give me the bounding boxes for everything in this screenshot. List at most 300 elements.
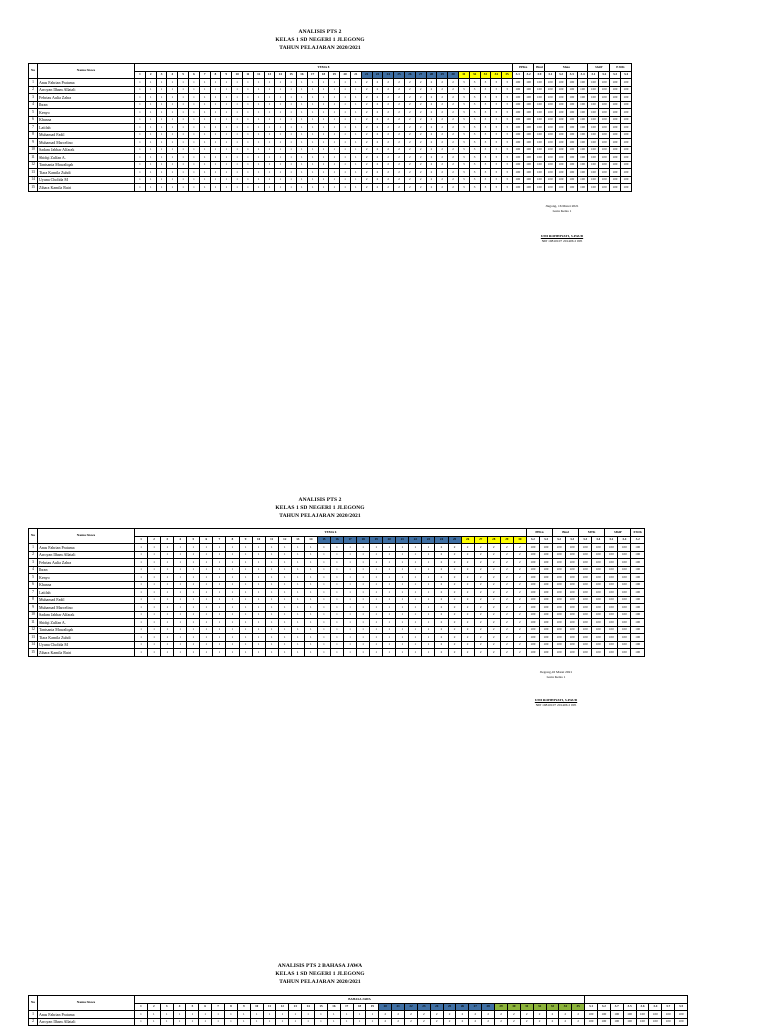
item-score: 2 (443, 1011, 456, 1019)
item-score: 1 (350, 184, 361, 192)
item-number-header: 35 (502, 71, 513, 79)
item-number-header: 14 (275, 71, 286, 79)
item-score: 3 (480, 146, 491, 154)
item-score: 1 (167, 146, 178, 154)
kd-score: 100 (620, 169, 631, 177)
table-row (29, 581, 645, 589)
item-score: 1 (226, 634, 239, 642)
item-score: 1 (199, 94, 210, 102)
teacher-nip: NIP 19810107 201406 2 005 (535, 703, 577, 707)
item-score: 1 (135, 604, 148, 612)
item-score: 1 (187, 611, 200, 619)
item-score: 1 (307, 176, 318, 184)
item-score: 1 (278, 581, 291, 589)
item-score: 1 (174, 596, 187, 604)
item-score: 2 (448, 581, 461, 589)
item-score: 1 (318, 86, 329, 94)
item-score: 1 (188, 109, 199, 117)
kd-header: 3.1 (585, 1003, 598, 1011)
kd-score: 100 (566, 551, 579, 559)
item-score: 1 (350, 161, 361, 169)
item-score: 1 (135, 581, 148, 589)
kd-score: 100 (577, 124, 588, 132)
item-score: 2 (415, 139, 426, 147)
kd-score: 100 (539, 589, 552, 597)
item-score: 1 (340, 1018, 353, 1026)
item-score: 1 (232, 169, 243, 177)
item-score: 1 (145, 169, 156, 177)
item-score: 1 (239, 551, 252, 559)
item-score: 1 (199, 124, 210, 132)
item-score: 1 (318, 154, 329, 162)
item-score: 2 (513, 619, 526, 627)
item-score: 1 (199, 86, 210, 94)
item-score: 2 (474, 589, 487, 597)
item-score: 1 (167, 116, 178, 124)
item-score: 1 (178, 131, 189, 139)
item-score: 1 (187, 574, 200, 582)
item-score: 1 (148, 604, 161, 612)
item-score: 1 (221, 101, 232, 109)
item-score: 1 (174, 566, 187, 574)
item-score: 1 (329, 86, 340, 94)
item-score: 2 (448, 574, 461, 582)
kd-score: 100 (512, 176, 523, 184)
item-score: 1 (135, 589, 148, 597)
item-score: 1 (422, 649, 435, 657)
kd-score: 100 (588, 139, 599, 147)
kd-score: 100 (599, 116, 610, 124)
kd-score: 100 (523, 109, 534, 117)
kd-header: 3.3 (566, 71, 577, 79)
item-score: 1 (210, 109, 221, 117)
item-score: 1 (275, 169, 286, 177)
item-score: 3 (469, 169, 480, 177)
item-score: 2 (435, 581, 448, 589)
item-score: 2 (474, 611, 487, 619)
kd-score: 100 (526, 641, 539, 649)
table-row (29, 86, 632, 94)
row-number: 5 (29, 109, 38, 117)
kd-score: 100 (556, 176, 567, 184)
kd-score: 100 (605, 596, 618, 604)
item-score: 1 (340, 169, 351, 177)
item-score: 2 (435, 619, 448, 627)
item-score: 2 (448, 86, 459, 94)
kd-score: 100 (620, 79, 631, 87)
item-number-header: 16 (296, 71, 307, 79)
sheet-1-school: KELAS 1 SD NEGERI 1 JLEGONG (275, 37, 365, 43)
item-score: 1 (366, 1018, 379, 1026)
kd-score: 100 (523, 139, 534, 147)
kd-score: 100 (599, 146, 610, 154)
item-score: 2 (448, 139, 459, 147)
item-number-header: 26 (456, 1003, 469, 1011)
item-score: 2 (513, 589, 526, 597)
item-score: 1 (344, 559, 357, 567)
item-score: 1 (307, 169, 318, 177)
item-score: 2 (437, 79, 448, 87)
item-score: 1 (278, 574, 291, 582)
item-score: 1 (296, 131, 307, 139)
item-number-header: 30 (507, 1003, 520, 1011)
kd-score: 100 (539, 649, 552, 657)
kd-score: 100 (566, 86, 577, 94)
item-score: 1 (286, 161, 297, 169)
item-score: 1 (422, 611, 435, 619)
row-number: 8 (29, 131, 38, 139)
item-number-header: 13 (289, 1003, 302, 1011)
item-score: 1 (307, 139, 318, 147)
item-score: 1 (409, 619, 422, 627)
item-score: 1 (396, 574, 409, 582)
item-score: 1 (210, 176, 221, 184)
item-score: 2 (426, 94, 437, 102)
item-score: 1 (161, 634, 174, 642)
kd-score: 100 (605, 574, 618, 582)
student-name: Muhamad Marcelino (38, 139, 135, 147)
item-score: 1 (383, 604, 396, 612)
item-score: 1 (145, 86, 156, 94)
item-score: 1 (344, 626, 357, 634)
item-score: 1 (178, 161, 189, 169)
item-score: 1 (145, 184, 156, 192)
kd-score: 100 (539, 634, 552, 642)
item-score: 1 (156, 86, 167, 94)
item-score: 2 (435, 544, 448, 552)
kd-score: 100 (675, 1011, 688, 1019)
item-score: 1 (253, 109, 264, 117)
item-score: 2 (383, 101, 394, 109)
kd-header: 3.1 (588, 71, 599, 79)
item-score: 1 (286, 184, 297, 192)
item-score: 2 (448, 176, 459, 184)
item-number-header: 15 (317, 536, 330, 544)
item-score: 1 (242, 146, 253, 154)
item-score: 1 (383, 649, 396, 657)
item-score: 1 (145, 161, 156, 169)
item-score: 1 (330, 596, 343, 604)
item-score: 1 (242, 131, 253, 139)
kd-score: 100 (539, 641, 552, 649)
item-score: 1 (265, 559, 278, 567)
item-score: 1 (344, 611, 357, 619)
item-score: 1 (135, 184, 146, 192)
item-score: 1 (253, 124, 264, 132)
item-score: 1 (304, 581, 317, 589)
item-number-header: 7 (212, 1003, 225, 1011)
item-score: 1 (188, 184, 199, 192)
item-score: 1 (278, 649, 291, 657)
item-score: 1 (318, 146, 329, 154)
kd-score: 100 (539, 551, 552, 559)
item-score: 1 (200, 649, 213, 657)
kd-score: 100 (512, 154, 523, 162)
kd-score: 100 (588, 146, 599, 154)
item-score: 1 (135, 649, 148, 657)
item-score: 1 (160, 1011, 173, 1019)
item-number-header: 18 (357, 536, 370, 544)
item-score: 1 (329, 101, 340, 109)
item-score: 1 (232, 94, 243, 102)
item-score: 1 (221, 94, 232, 102)
item-score: 2 (448, 604, 461, 612)
item-score: 1 (135, 154, 146, 162)
item-score: 1 (344, 574, 357, 582)
item-score: 2 (361, 124, 372, 132)
item-score: 1 (278, 559, 291, 567)
table-row (29, 184, 632, 192)
item-score: 1 (275, 139, 286, 147)
kd-score: 100 (577, 161, 588, 169)
item-score: 1 (357, 611, 370, 619)
item-score: 2 (383, 131, 394, 139)
item-score: 1 (422, 551, 435, 559)
kd-score: 100 (545, 79, 556, 87)
item-score: 2 (415, 101, 426, 109)
item-score: 2 (487, 626, 500, 634)
kd-score: 100 (662, 1011, 675, 1019)
item-score: 1 (232, 101, 243, 109)
item-score: 1 (239, 596, 252, 604)
item-score: 1 (178, 176, 189, 184)
item-score: 1 (275, 154, 286, 162)
item-score: 1 (167, 139, 178, 147)
item-score: 1 (350, 176, 361, 184)
kd-score: 100 (610, 79, 621, 87)
kd-score: 100 (618, 544, 631, 552)
item-score: 3 (491, 79, 502, 87)
item-score: 3 (458, 146, 469, 154)
item-score: 1 (167, 154, 178, 162)
item-score: 2 (487, 641, 500, 649)
item-score: 1 (200, 589, 213, 597)
item-score: 2 (448, 589, 461, 597)
row-number: 1 (29, 544, 38, 552)
item-score: 2 (415, 79, 426, 87)
item-score: 1 (252, 649, 265, 657)
kd-score: 100 (631, 626, 645, 634)
item-score: 2 (430, 1018, 443, 1026)
kd-score: 100 (592, 641, 605, 649)
item-score: 1 (232, 109, 243, 117)
item-score: 1 (232, 161, 243, 169)
item-score: 1 (304, 619, 317, 627)
item-number-header: 27 (415, 71, 426, 79)
item-score: 3 (491, 101, 502, 109)
item-score: 1 (329, 139, 340, 147)
item-score: 1 (232, 146, 243, 154)
kd-score: 100 (597, 1011, 610, 1019)
kd-score: 100 (526, 634, 539, 642)
kd-score: 100 (512, 86, 523, 94)
item-score: 2 (500, 604, 513, 612)
item-score: 1 (242, 116, 253, 124)
item-score: 3 (491, 116, 502, 124)
kd-score: 100 (523, 131, 534, 139)
item-score: 1 (409, 626, 422, 634)
item-score: 2 (383, 169, 394, 177)
kd-score: 100 (631, 559, 645, 567)
kd-score: 100 (539, 581, 552, 589)
item-number-header: 21 (392, 1003, 405, 1011)
item-score: 1 (174, 574, 187, 582)
table-row (29, 559, 645, 567)
kd-score: 100 (566, 154, 577, 162)
item-score: 2 (394, 176, 405, 184)
item-score: 1 (135, 79, 146, 87)
kd-score: 100 (599, 124, 610, 132)
table-row (29, 146, 632, 154)
item-score: 1 (264, 79, 275, 87)
item-score: 2 (474, 641, 487, 649)
kd-score: 100 (599, 86, 610, 94)
teacher-role: Guru Kelas 1 (552, 209, 572, 213)
item-score: 2 (405, 1018, 418, 1026)
item-score: 3 (480, 131, 491, 139)
kd-score: 100 (566, 634, 579, 642)
kd-score: 100 (579, 566, 592, 574)
item-score: 1 (174, 604, 187, 612)
item-score: 1 (148, 559, 161, 567)
item-score: 1 (167, 124, 178, 132)
item-score: 1 (265, 634, 278, 642)
item-score: 1 (286, 176, 297, 184)
item-score: 1 (344, 566, 357, 574)
table-row (29, 79, 632, 87)
student-name: Kenyo (38, 109, 135, 117)
item-score: 2 (379, 1018, 392, 1026)
student-name: Zihara Kamila Ratri (38, 184, 135, 192)
item-score: 1 (265, 611, 278, 619)
item-score: 3 (458, 169, 469, 177)
kd-score: 100 (526, 611, 539, 619)
kd-score: 100 (620, 154, 631, 162)
kd-score: 100 (631, 649, 645, 657)
item-score: 1 (187, 649, 200, 657)
item-score: 1 (221, 169, 232, 177)
student-name: Muhamad Fadil (38, 131, 135, 139)
item-score: 1 (291, 566, 304, 574)
item-score: 1 (318, 101, 329, 109)
item-score: 2 (461, 566, 474, 574)
kd-score: 100 (523, 154, 534, 162)
kd-score: 100 (605, 641, 618, 649)
analysis-table-2 (28, 528, 645, 657)
item-score: 1 (329, 184, 340, 192)
item-score: 1 (275, 176, 286, 184)
item-score: 3 (502, 79, 513, 87)
kd-score: 100 (631, 641, 645, 649)
row-number: 3 (29, 559, 38, 567)
kd-score: 100 (534, 124, 545, 132)
item-score: 2 (435, 634, 448, 642)
kd-score: 100 (523, 146, 534, 154)
item-score: 1 (161, 641, 174, 649)
item-score: 1 (145, 139, 156, 147)
item-score: 1 (174, 544, 187, 552)
sheet-3-school: KELAS 1 SD NEGERI 1 JLEGONG (275, 971, 365, 977)
item-number-header: 4 (173, 1003, 186, 1011)
item-score: 1 (409, 566, 422, 574)
item-score: 2 (404, 124, 415, 132)
item-score: 2 (437, 161, 448, 169)
kd-score: 100 (566, 649, 579, 657)
kd-score: 100 (566, 574, 579, 582)
item-number-header: 25 (448, 536, 461, 544)
item-score: 1 (174, 589, 187, 597)
item-score: 1 (200, 619, 213, 627)
item-score: 1 (340, 131, 351, 139)
item-score: 2 (415, 161, 426, 169)
item-score: 2 (383, 154, 394, 162)
kd-score: 100 (597, 1018, 610, 1026)
item-score: 1 (296, 184, 307, 192)
student-name: Uyuna Cholida M (38, 641, 135, 649)
item-score: 1 (422, 574, 435, 582)
item-score: 2 (372, 131, 383, 139)
item-score: 2 (495, 1018, 508, 1026)
item-score: 1 (252, 604, 265, 612)
kd-score: 100 (599, 161, 610, 169)
item-score: 1 (226, 641, 239, 649)
kd-score: 100 (545, 109, 556, 117)
row-number: 8 (29, 596, 38, 604)
item-score: 1 (252, 611, 265, 619)
item-score: 2 (448, 154, 459, 162)
item-score: 1 (135, 176, 146, 184)
item-score: 1 (161, 544, 174, 552)
item-score: 2 (500, 611, 513, 619)
item-score: 1 (174, 649, 187, 657)
item-score: 1 (232, 176, 243, 184)
item-number-header: 23 (372, 71, 383, 79)
item-score: 1 (278, 596, 291, 604)
table-row (29, 139, 632, 147)
item-score: 2 (383, 139, 394, 147)
item-score: 1 (252, 551, 265, 559)
item-score: 3 (469, 86, 480, 94)
row-number: 4 (29, 101, 38, 109)
item-score: 2 (435, 574, 448, 582)
item-score: 1 (340, 79, 351, 87)
item-score: 1 (161, 596, 174, 604)
kd-score: 100 (592, 611, 605, 619)
item-number-header: 8 (225, 1003, 238, 1011)
item-score: 2 (415, 176, 426, 184)
item-score: 1 (239, 559, 252, 567)
item-score: 1 (210, 154, 221, 162)
item-number-header: 21 (396, 536, 409, 544)
kd-score: 100 (553, 604, 566, 612)
table-row (29, 551, 645, 559)
item-number-header: 20 (383, 536, 396, 544)
item-score: 1 (252, 634, 265, 642)
item-score: 1 (357, 589, 370, 597)
kd-score: 100 (523, 161, 534, 169)
kd-score: 100 (620, 124, 631, 132)
item-score: 1 (187, 551, 200, 559)
kd-score: 100 (610, 1018, 623, 1026)
kd-score: 100 (566, 94, 577, 102)
item-score: 1 (330, 566, 343, 574)
item-score: 1 (167, 169, 178, 177)
item-score: 2 (415, 116, 426, 124)
item-number-header: 16 (330, 536, 343, 544)
item-score: 1 (278, 589, 291, 597)
item-score: 2 (461, 551, 474, 559)
item-score: 2 (426, 131, 437, 139)
